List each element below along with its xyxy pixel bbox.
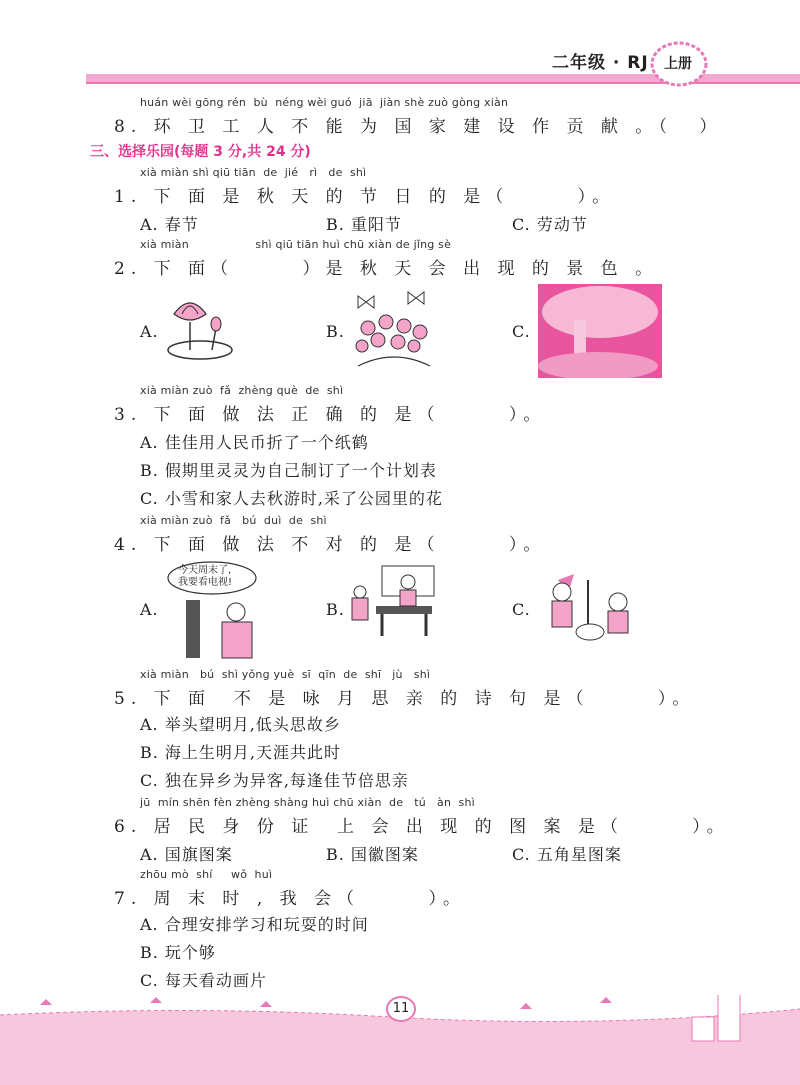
s5-text: 5. 下 面 不 是 咏 月 思 亲 的 诗 句 是（ ）。 [114, 689, 696, 709]
autumn-tree-image [538, 284, 662, 378]
s1-option-b[interactable]: B. 重阳节 [326, 215, 402, 234]
q8-pinyin: huán wèi gōng rén bù néng wèi guó jiā jiàn shè zuò gòng xiàn [140, 96, 509, 109]
s7-pinyin: zhōu mò shí wǒ huì [140, 868, 273, 881]
s7-text: 7. 周 末 时 , 我 会（ ）。 [114, 889, 466, 909]
s3-text: 3. 下 面 做 法 正 确 的 是（ ）。 [114, 405, 547, 425]
s2-text: 2. 下 面（ ）是 秋 天 会 出 现 的 景 色 。 [114, 259, 659, 279]
s5-pinyin: xià miàn bú shì yǒng yuè sī qīn de shī jù shì [140, 668, 431, 681]
lotus-image [160, 292, 240, 364]
grade-label: 二年级 · RJ [552, 53, 649, 73]
s7-option-b[interactable]: B. 玩个够 [140, 943, 216, 962]
s4-pinyin: xià miàn zuò fǎ bú duì de shì [140, 514, 327, 527]
s5-option-b[interactable]: B. 海上生明月,天涯共此时 [140, 743, 342, 762]
cleaning-image [348, 562, 438, 638]
s7-option-c[interactable]: C. 每天看动画片 [140, 971, 267, 990]
flowers-butterflies-image [348, 288, 440, 370]
s1-text: 1. 下 面 是 秋 天 的 节 日 的 是（ ）。 [114, 187, 616, 207]
s3-option-b[interactable]: B. 假期里灵灵为自己制订了一个计划表 [140, 461, 437, 480]
q8-answer-paren[interactable]: （ ） [650, 117, 717, 137]
s2-option-a[interactable]: A. [140, 322, 159, 341]
s4-option-b[interactable]: B. [326, 600, 345, 619]
s5-option-a[interactable]: A. 举头望明月,低头思故乡 [140, 715, 341, 734]
s6-option-a[interactable]: A. 国旗图案 [140, 845, 233, 864]
bubble-line-2: 我要看电视! [178, 577, 233, 588]
s3-option-a[interactable]: A. 佳佳用人民币折了一个纸鹤 [140, 433, 369, 452]
s6-option-b[interactable]: B. 国徽图案 [326, 845, 419, 864]
s1-option-a[interactable]: A. 春节 [140, 215, 199, 234]
s2-option-c[interactable]: C. [512, 322, 531, 341]
s1-pinyin: xià miàn shì qiū tiān de jié rì de shì [140, 166, 367, 179]
s6-option-c[interactable]: C. 五角星图案 [512, 845, 622, 864]
page-number: 11 [392, 1001, 410, 1016]
s7-option-a[interactable]: A. 合理安排学习和玩耍的时间 [140, 915, 369, 934]
volume-label: 上册 [664, 56, 692, 72]
s3-pinyin: xià miàn zuò fǎ zhèng què de shì [140, 384, 344, 397]
tv-speech-bubble [178, 565, 232, 589]
s4-text: 4. 下 面 做 法 不 对 的 是（ ）。 [114, 535, 547, 555]
s1-option-c[interactable]: C. 劳动节 [512, 215, 588, 234]
s3-option-c[interactable]: C. 小雪和家人去秋游时,采了公园里的花 [140, 489, 443, 508]
bubble-line-1: 今天周末了, [178, 565, 232, 576]
s5-option-c[interactable]: C. 独在异乡为异客,每逢佳节倍思亲 [140, 771, 409, 790]
s6-pinyin: jū mín shēn fèn zhèng shàng huì chū xiàn de tú àn shì [140, 796, 475, 809]
s2-pinyin: xià miàn shì qiū tiān huì chū xiàn de jǐng sè [140, 238, 452, 251]
s4-option-c[interactable]: C. [512, 600, 531, 619]
s2-option-b[interactable]: B. [326, 322, 345, 341]
q8-text: 8. 环 卫 工 人 不 能 为 国 家 建 设 作 贡 献 。 [114, 117, 659, 137]
s4-option-a[interactable]: A. [140, 600, 159, 619]
s6-text: 6. 居 民 身 份 证 上 会 出 现 的 图 案 是（ ）。 [114, 817, 730, 837]
planting-tree-image [538, 570, 638, 646]
section-title: 三、选择乐园(每题 3 分,共 24 分) [90, 144, 311, 160]
